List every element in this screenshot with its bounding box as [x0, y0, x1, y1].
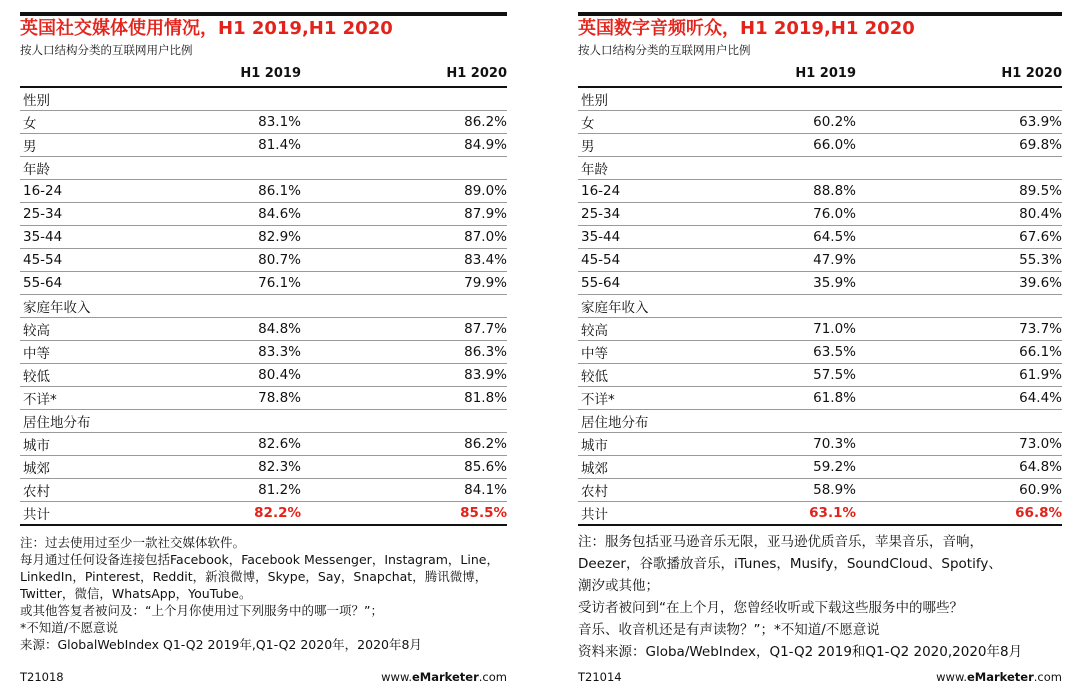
cell-2019: 82.3% — [258, 459, 301, 475]
table-row — [578, 341, 1062, 364]
table-row — [578, 318, 1062, 341]
row-label: 年龄 — [581, 162, 608, 178]
header-col-2019: H1 2019 — [240, 66, 301, 81]
footnotes — [20, 534, 507, 653]
social-media-table-panel — [20, 0, 507, 684]
note-line: 资料来源：Globa/WebIndex，Q1-Q2 2019和Q1-Q2 2020,2020年8月 — [578, 644, 1023, 660]
table-code: T21014 — [578, 670, 622, 684]
table-row — [20, 272, 507, 295]
cell-2020: 39.6% — [1019, 275, 1062, 291]
row-label: 55-64 — [581, 275, 621, 291]
digital-audio-table-panel — [578, 0, 1062, 684]
cell-2019: 78.8% — [258, 390, 301, 406]
cell-2020: 87.9% — [464, 206, 507, 222]
cell-2019: 82.6% — [258, 436, 301, 452]
cell-2020: 86.3% — [464, 344, 507, 360]
note-line: 潮汐或其他； — [578, 578, 659, 594]
row-label: 家庭年收入 — [581, 300, 649, 316]
row-label: 城郊 — [581, 461, 608, 477]
cell-2020: 84.9% — [464, 137, 507, 153]
row-label: 男 — [581, 139, 595, 155]
cell-2020: 81.8% — [464, 390, 507, 406]
table-row-total — [20, 502, 507, 526]
cell-2020: 87.0% — [464, 229, 507, 245]
cell-2020: 55.3% — [1019, 252, 1062, 268]
cell-2019: 66.0% — [813, 137, 856, 153]
header-col-2020: H1 2020 — [1001, 66, 1062, 81]
cell-2020: 64.4% — [1019, 390, 1062, 406]
brand-suffix: .com — [478, 670, 507, 684]
cell-2020: 85.5% — [460, 505, 507, 521]
table-body — [20, 88, 507, 526]
cell-2020: 63.9% — [1019, 114, 1062, 130]
cell-2020: 84.1% — [464, 482, 507, 498]
header-col-2020: H1 2020 — [446, 66, 507, 81]
row-label: 城郊 — [23, 461, 50, 477]
cell-2019: 60.2% — [813, 114, 856, 130]
table-row — [578, 272, 1062, 295]
table-row — [578, 433, 1062, 456]
cell-2019: 71.0% — [813, 321, 856, 337]
cell-2019: 86.1% — [258, 183, 301, 199]
note-line: 每月通过任何设备连接包括Facebook，Facebook Messenger，Instagram，Line， — [20, 552, 499, 567]
cell-2019: 88.8% — [813, 183, 856, 199]
row-label: 16-24 — [581, 183, 621, 199]
table-row — [578, 387, 1062, 410]
cell-2020: 80.4% — [1019, 206, 1062, 222]
brand-name: eMarketer — [411, 670, 479, 684]
row-label: 男 — [23, 139, 37, 155]
cell-2019: 82.2% — [254, 505, 301, 521]
table-row — [578, 88, 1062, 111]
row-label: 共计 — [581, 507, 608, 523]
table-row — [20, 479, 507, 502]
cell-2020: 67.6% — [1019, 229, 1062, 245]
cell-2020: 89.5% — [1019, 183, 1062, 199]
table-row — [20, 203, 507, 226]
row-label: 性别 — [581, 93, 608, 109]
cell-2020: 89.0% — [464, 183, 507, 199]
row-label: 25-34 — [23, 206, 63, 222]
table-row — [20, 433, 507, 456]
table-row — [578, 364, 1062, 387]
row-label: 性别 — [23, 93, 50, 109]
table-row — [578, 203, 1062, 226]
cell-2019: 47.9% — [813, 252, 856, 268]
table-row — [578, 111, 1062, 134]
note-line: Deezer，谷歌播放音乐，iTunes，Musify，SoundCloud、Spotify、 — [578, 556, 1002, 572]
cell-2019: 81.2% — [258, 482, 301, 498]
table-row — [578, 456, 1062, 479]
table-row-total — [578, 502, 1062, 526]
cell-2020: 85.6% — [464, 459, 507, 475]
cell-2019: 70.3% — [813, 436, 856, 452]
cell-2019: 61.8% — [813, 390, 856, 406]
table-row — [20, 318, 507, 341]
cell-2019: 82.9% — [258, 229, 301, 245]
row-label: 农村 — [23, 484, 50, 500]
panel-footer — [20, 670, 507, 684]
row-label: 农村 — [581, 484, 608, 500]
table-row — [578, 180, 1062, 203]
table-row — [578, 295, 1062, 318]
table-header — [20, 61, 507, 88]
table-row — [20, 180, 507, 203]
row-label: 45-54 — [581, 252, 621, 268]
cell-2019: 84.8% — [258, 321, 301, 337]
table-row — [20, 410, 507, 433]
table-row — [578, 410, 1062, 433]
table-row — [20, 295, 507, 318]
brand-name: eMarketer — [966, 670, 1034, 684]
table-row — [20, 456, 507, 479]
cell-2020: 83.9% — [464, 367, 507, 383]
table-body — [578, 88, 1062, 526]
table-row — [578, 134, 1062, 157]
note-line: 受访者被问到“在上个月，您曾经收听或下载这些服务中的哪些？ — [578, 600, 963, 616]
table-row — [20, 341, 507, 364]
cell-2020: 79.9% — [464, 275, 507, 291]
table-row — [20, 364, 507, 387]
top-rule — [578, 12, 1062, 16]
table-row — [20, 387, 507, 410]
row-label: 年龄 — [23, 162, 50, 178]
row-label: 城市 — [23, 438, 50, 454]
footnotes — [578, 531, 1062, 663]
row-label: 女 — [581, 116, 595, 132]
cell-2020: 86.2% — [464, 436, 507, 452]
cell-2020: 60.9% — [1019, 482, 1062, 498]
cell-2020: 61.9% — [1019, 367, 1062, 383]
panel-subtitle: 按人口结构分类的互联网用户比例 — [20, 43, 193, 57]
cell-2019: 64.5% — [813, 229, 856, 245]
brand-suffix: .com — [1033, 670, 1062, 684]
table-row — [20, 134, 507, 157]
note-line: *不知道/不愿意说 — [20, 620, 118, 635]
table-row — [20, 88, 507, 111]
cell-2019: 57.5% — [813, 367, 856, 383]
cell-2020: 83.4% — [464, 252, 507, 268]
cell-2020: 69.8% — [1019, 137, 1062, 153]
row-label: 城市 — [581, 438, 608, 454]
cell-2020: 66.8% — [1015, 505, 1062, 521]
cell-2020: 73.7% — [1019, 321, 1062, 337]
row-label: 居住地分布 — [23, 415, 91, 431]
cell-2020: 64.8% — [1019, 459, 1062, 475]
brand-logo — [936, 670, 1062, 684]
row-label: 不详* — [23, 392, 57, 408]
note-line: Twitter，微信，WhatsApp，YouTube。 — [20, 586, 252, 601]
cell-2019: 81.4% — [258, 137, 301, 153]
row-label: 25-34 — [581, 206, 621, 222]
row-label: 较高 — [581, 323, 608, 339]
row-label: 16-24 — [23, 183, 63, 199]
cell-2019: 63.5% — [813, 344, 856, 360]
row-label: 中等 — [23, 346, 50, 362]
row-label: 中等 — [581, 346, 608, 362]
cell-2020: 73.0% — [1019, 436, 1062, 452]
row-label: 女 — [23, 116, 37, 132]
note-line: 注：过去使用过至少一款社交媒体软件。 — [20, 535, 246, 550]
brand-logo — [381, 670, 507, 684]
cell-2019: 76.0% — [813, 206, 856, 222]
header-col-2019: H1 2019 — [795, 66, 856, 81]
brand-prefix: www. — [936, 670, 967, 684]
cell-2019: 84.6% — [258, 206, 301, 222]
top-rule — [20, 12, 507, 16]
panel-subtitle: 按人口结构分类的互联网用户比例 — [578, 43, 751, 57]
row-label: 55-64 — [23, 275, 63, 291]
row-label: 共计 — [23, 507, 50, 523]
cell-2019: 80.4% — [258, 367, 301, 383]
cell-2020: 87.7% — [464, 321, 507, 337]
note-line: 或其他答复者被问及：“上个月你使用过下列服务中的哪一项？”； — [20, 603, 383, 618]
table-row — [20, 226, 507, 249]
cell-2019: 80.7% — [258, 252, 301, 268]
row-label: 45-54 — [23, 252, 63, 268]
brand-prefix: www. — [381, 670, 412, 684]
table-row — [20, 111, 507, 134]
cell-2019: 76.1% — [258, 275, 301, 291]
note-line: 音乐、收音机还是有声读物？”；*不知道/不愿意说 — [578, 622, 880, 638]
row-label: 家庭年收入 — [23, 300, 91, 316]
table-row — [20, 157, 507, 180]
table-row — [578, 157, 1062, 180]
note-line: LinkedIn，Pinterest，Reddit，新浪微博，Skype，Say，Snapchat，腾讯微博， — [20, 569, 488, 584]
cell-2019: 63.1% — [809, 505, 856, 521]
cell-2020: 66.1% — [1019, 344, 1062, 360]
cell-2019: 58.9% — [813, 482, 856, 498]
panel-title: 英国数字音频听众，H1 2019,H1 2020 — [578, 18, 915, 39]
cell-2019: 83.3% — [258, 344, 301, 360]
row-label: 较低 — [581, 369, 608, 385]
table-code: T21018 — [20, 670, 64, 684]
row-label: 35-44 — [581, 229, 621, 245]
row-label: 较高 — [23, 323, 50, 339]
table-row — [20, 249, 507, 272]
note-line: 来源：GlobalWebIndex Q1-Q2 2019年,Q1-Q2 2020年，2020年8月 — [20, 637, 422, 652]
table-header — [578, 61, 1062, 88]
table-row — [578, 479, 1062, 502]
row-label: 不详* — [581, 392, 615, 408]
cell-2019: 35.9% — [813, 275, 856, 291]
row-label: 35-44 — [23, 229, 63, 245]
table-row — [578, 226, 1062, 249]
row-label: 居住地分布 — [581, 415, 649, 431]
panel-title: 英国社交媒体使用情况，H1 2019,H1 2020 — [20, 18, 393, 39]
note-line: 注：服务包括亚马逊音乐无限，亚马逊优质音乐，苹果音乐，音响， — [578, 534, 983, 550]
row-label: 较低 — [23, 369, 50, 385]
panel-footer — [578, 670, 1062, 684]
cell-2020: 86.2% — [464, 114, 507, 130]
table-row — [578, 249, 1062, 272]
cell-2019: 83.1% — [258, 114, 301, 130]
cell-2019: 59.2% — [813, 459, 856, 475]
